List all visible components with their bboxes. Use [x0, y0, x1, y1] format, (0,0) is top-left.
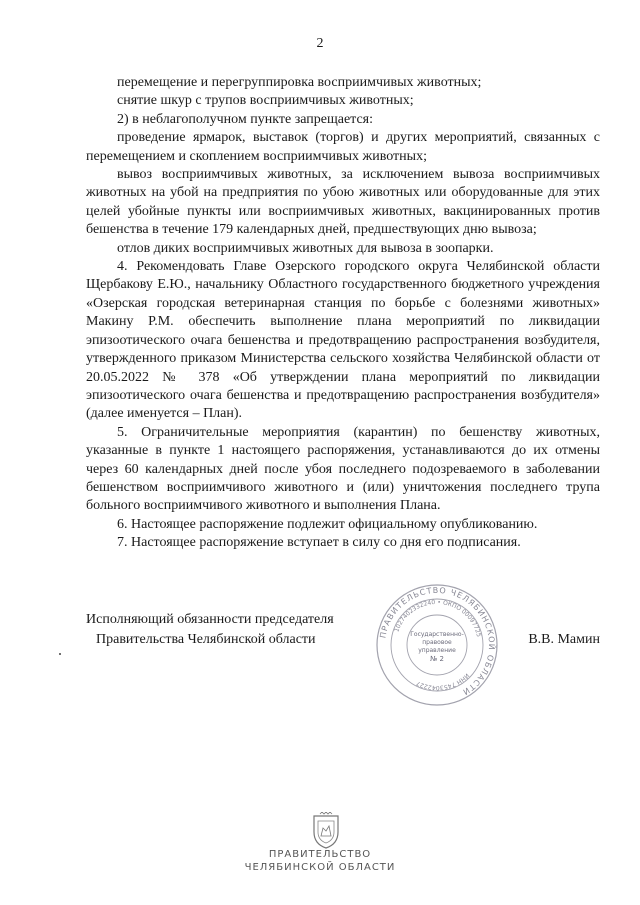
paragraph: 4. Рекомендовать Главе Озерского городского округа Челябинской области Щербакову Е.Ю., начальнику Областного государственного бюджетного учреждения «Озерская городская ветеринарная станция по борьбе с болезнями животных» Макину Р.М. обеспечить выполнение плана мероприятий по ликвидации эпизоотического очага бешенства и предотвращению распространения возбудителя, утвержденного приказом Министерства сельского хозяйства Челябинской области от 20.05.2022 № 378 «Об утверждении плана мероприятий по ликвидации эпизоотического очага бешенства и предотвращению распространения возбудителя» (далее именуется – План). — [86, 259, 600, 422]
paragraph: 7. Настоящее распоряжение вступает в силу со дня его подписания. — [117, 535, 521, 551]
document-body — [86, 74, 600, 553]
footer-line1: ПРАВИТЕЛЬСТВО — [268, 849, 372, 860]
stamp-ring-text: ПРАВИТЕЛЬСТВО ЧЕЛЯБИНСКОЙ ОБЛАСТИ — [378, 585, 497, 697]
stamp-center-line4: № 2 — [430, 655, 444, 663]
signatory-position-line1: Исполняющий обязанности председателя — [86, 612, 334, 627]
page-number: 2 — [316, 36, 324, 51]
coat-of-arms-icon — [309, 812, 343, 850]
paragraph: отлов диких восприимчивых животных для вывоза в зоопарки. — [117, 240, 494, 256]
signatory-name: В.В. Мамин — [528, 632, 600, 647]
stamp-inn: ИНН 7453042227 — [415, 671, 471, 692]
footer-line2: ЧЕЛЯБИНСКОЙ ОБЛАСТИ — [244, 862, 396, 873]
official-stamp — [372, 580, 502, 710]
stamp-center-line3: управление — [418, 647, 456, 654]
scan-dot — [59, 653, 61, 655]
paragraph: перемещение и перегруппировка восприимчивых животных; — [117, 75, 482, 90]
paragraph: 5. Ограничительные мероприятия (карантин) по бешенству животных, указанные в пункте 1 настоящего распоряжения, устанавливаются до их отмены через 60 календарных дней после убоя последнего подозреваемого в заболевании бешенством восприимчивого животного и (или) уничтожения последнего трупа больного восприимчивого животного и выполнения Плана. — [86, 424, 600, 514]
stamp-center-line1: Государственно- — [410, 631, 464, 638]
paragraph: 6. Настоящее распоряжение подлежит официальному опубликованию. — [117, 516, 538, 532]
stamp-center-line2: правовое — [422, 639, 452, 646]
paragraph: вывоз восприимчивых животных, за исключением вывоза восприимчивых животных на убой на предприятия по убою животных или оборудованные для этих целей убойные пункты или восприимчивых животных, вакцинированных против бешенства в течение 179 календарных дней, предшествующих дню вывоза; — [86, 167, 600, 238]
footer-organization — [0, 848, 640, 874]
paragraph: проведение ярмарок, выставок (торгов) и других мероприятий, связанных с перемещением и скоплением восприимчивых животных; — [86, 130, 600, 164]
stamp-ogrn: 1027402332240 • ОКПО 00097725 — [393, 598, 483, 638]
paragraph: 2) в неблагополучном пункте запрещается: — [117, 111, 374, 127]
signature-block — [86, 612, 600, 722]
paragraph: снятие шкур с трупов восприимчивых животных; — [117, 93, 414, 109]
signatory-position-line2: Правительства Челябинской области — [96, 632, 316, 647]
